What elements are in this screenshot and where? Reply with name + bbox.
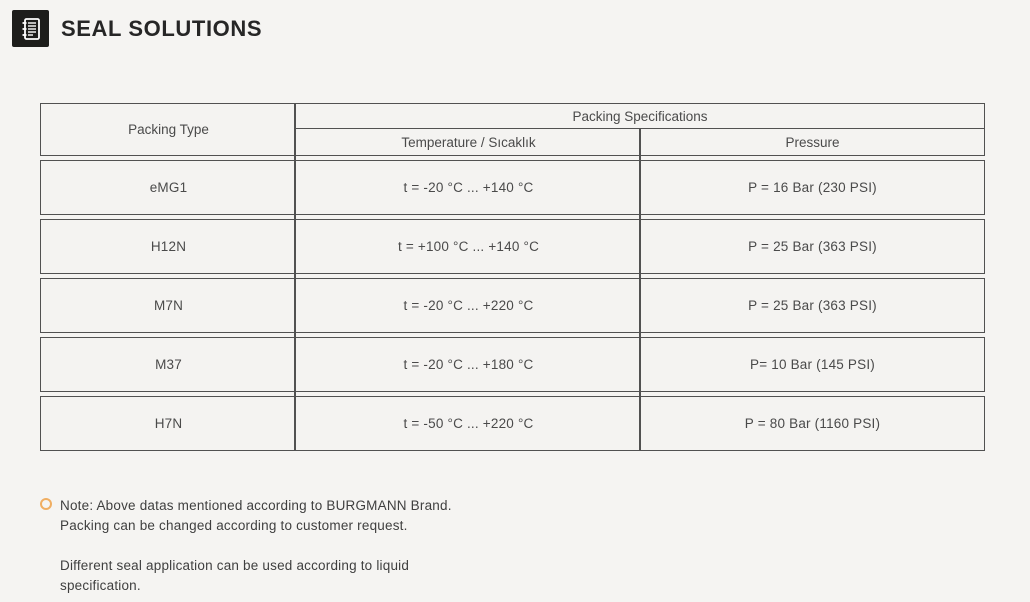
packing-type-cell: H12N	[150, 239, 187, 254]
temperature-cell: t = +100 °C ... +140 °C	[397, 239, 540, 254]
note-bullet-circle-icon	[40, 498, 52, 510]
page-header	[12, 10, 262, 47]
para2-line-1: Different seal application can be used according to liquid	[60, 558, 410, 573]
page-title: SEAL SOLUTIONS	[61, 15, 263, 41]
temperature-cell: t = -20 °C ... +180 °C	[403, 357, 534, 372]
col-header-pressure: Pressure	[785, 134, 840, 150]
pressure-cell: P = 16 Bar (230 PSI)	[748, 180, 877, 195]
packing-type-cell: M37	[155, 357, 182, 372]
packing-type-cell: H7N	[154, 416, 183, 431]
note-line-2: Packing can be changed according to customer request.	[60, 518, 408, 533]
temperature-cell: t = -50 °C ... +220 °C	[403, 416, 534, 431]
temperature-cell: t = -20 °C ... +220 °C	[403, 298, 534, 313]
pressure-cell: P= 10 Bar (145 PSI)	[750, 357, 875, 372]
table-body	[40, 160, 985, 451]
table-row	[40, 396, 985, 451]
pressure-cell: P = 25 Bar (363 PSI)	[748, 298, 877, 313]
column-divider-1	[294, 103, 296, 451]
pressure-cell: P = 25 Bar (363 PSI)	[748, 239, 877, 254]
packing-type-cell: M7N	[153, 298, 184, 313]
col-header-temperature: Temperature / Sıcaklık	[401, 134, 536, 150]
notebook-icon	[19, 16, 43, 42]
table-row	[40, 337, 985, 392]
seal-application-note	[60, 556, 409, 596]
col-header-packing-specifications: Packing Specifications	[296, 104, 984, 129]
seal-solutions-icon	[12, 10, 49, 47]
note-block	[40, 496, 452, 536]
table-row	[40, 160, 985, 215]
table-row	[40, 219, 985, 274]
packing-type-cell: eMG1	[149, 180, 188, 195]
packing-spec-table	[40, 103, 985, 451]
temperature-cell: t = -20 °C ... +140 °C	[403, 180, 534, 195]
column-divider-2	[639, 128, 641, 451]
note-line-1: Note: Above datas mentioned according to BURGMANN Brand.	[60, 498, 452, 513]
col-header-packing-type: Packing Type	[128, 122, 209, 137]
table-header	[40, 103, 985, 156]
table-row	[40, 278, 985, 333]
para2-line-2: specification.	[60, 578, 141, 593]
pressure-cell: P = 80 Bar (1160 PSI)	[744, 416, 881, 431]
